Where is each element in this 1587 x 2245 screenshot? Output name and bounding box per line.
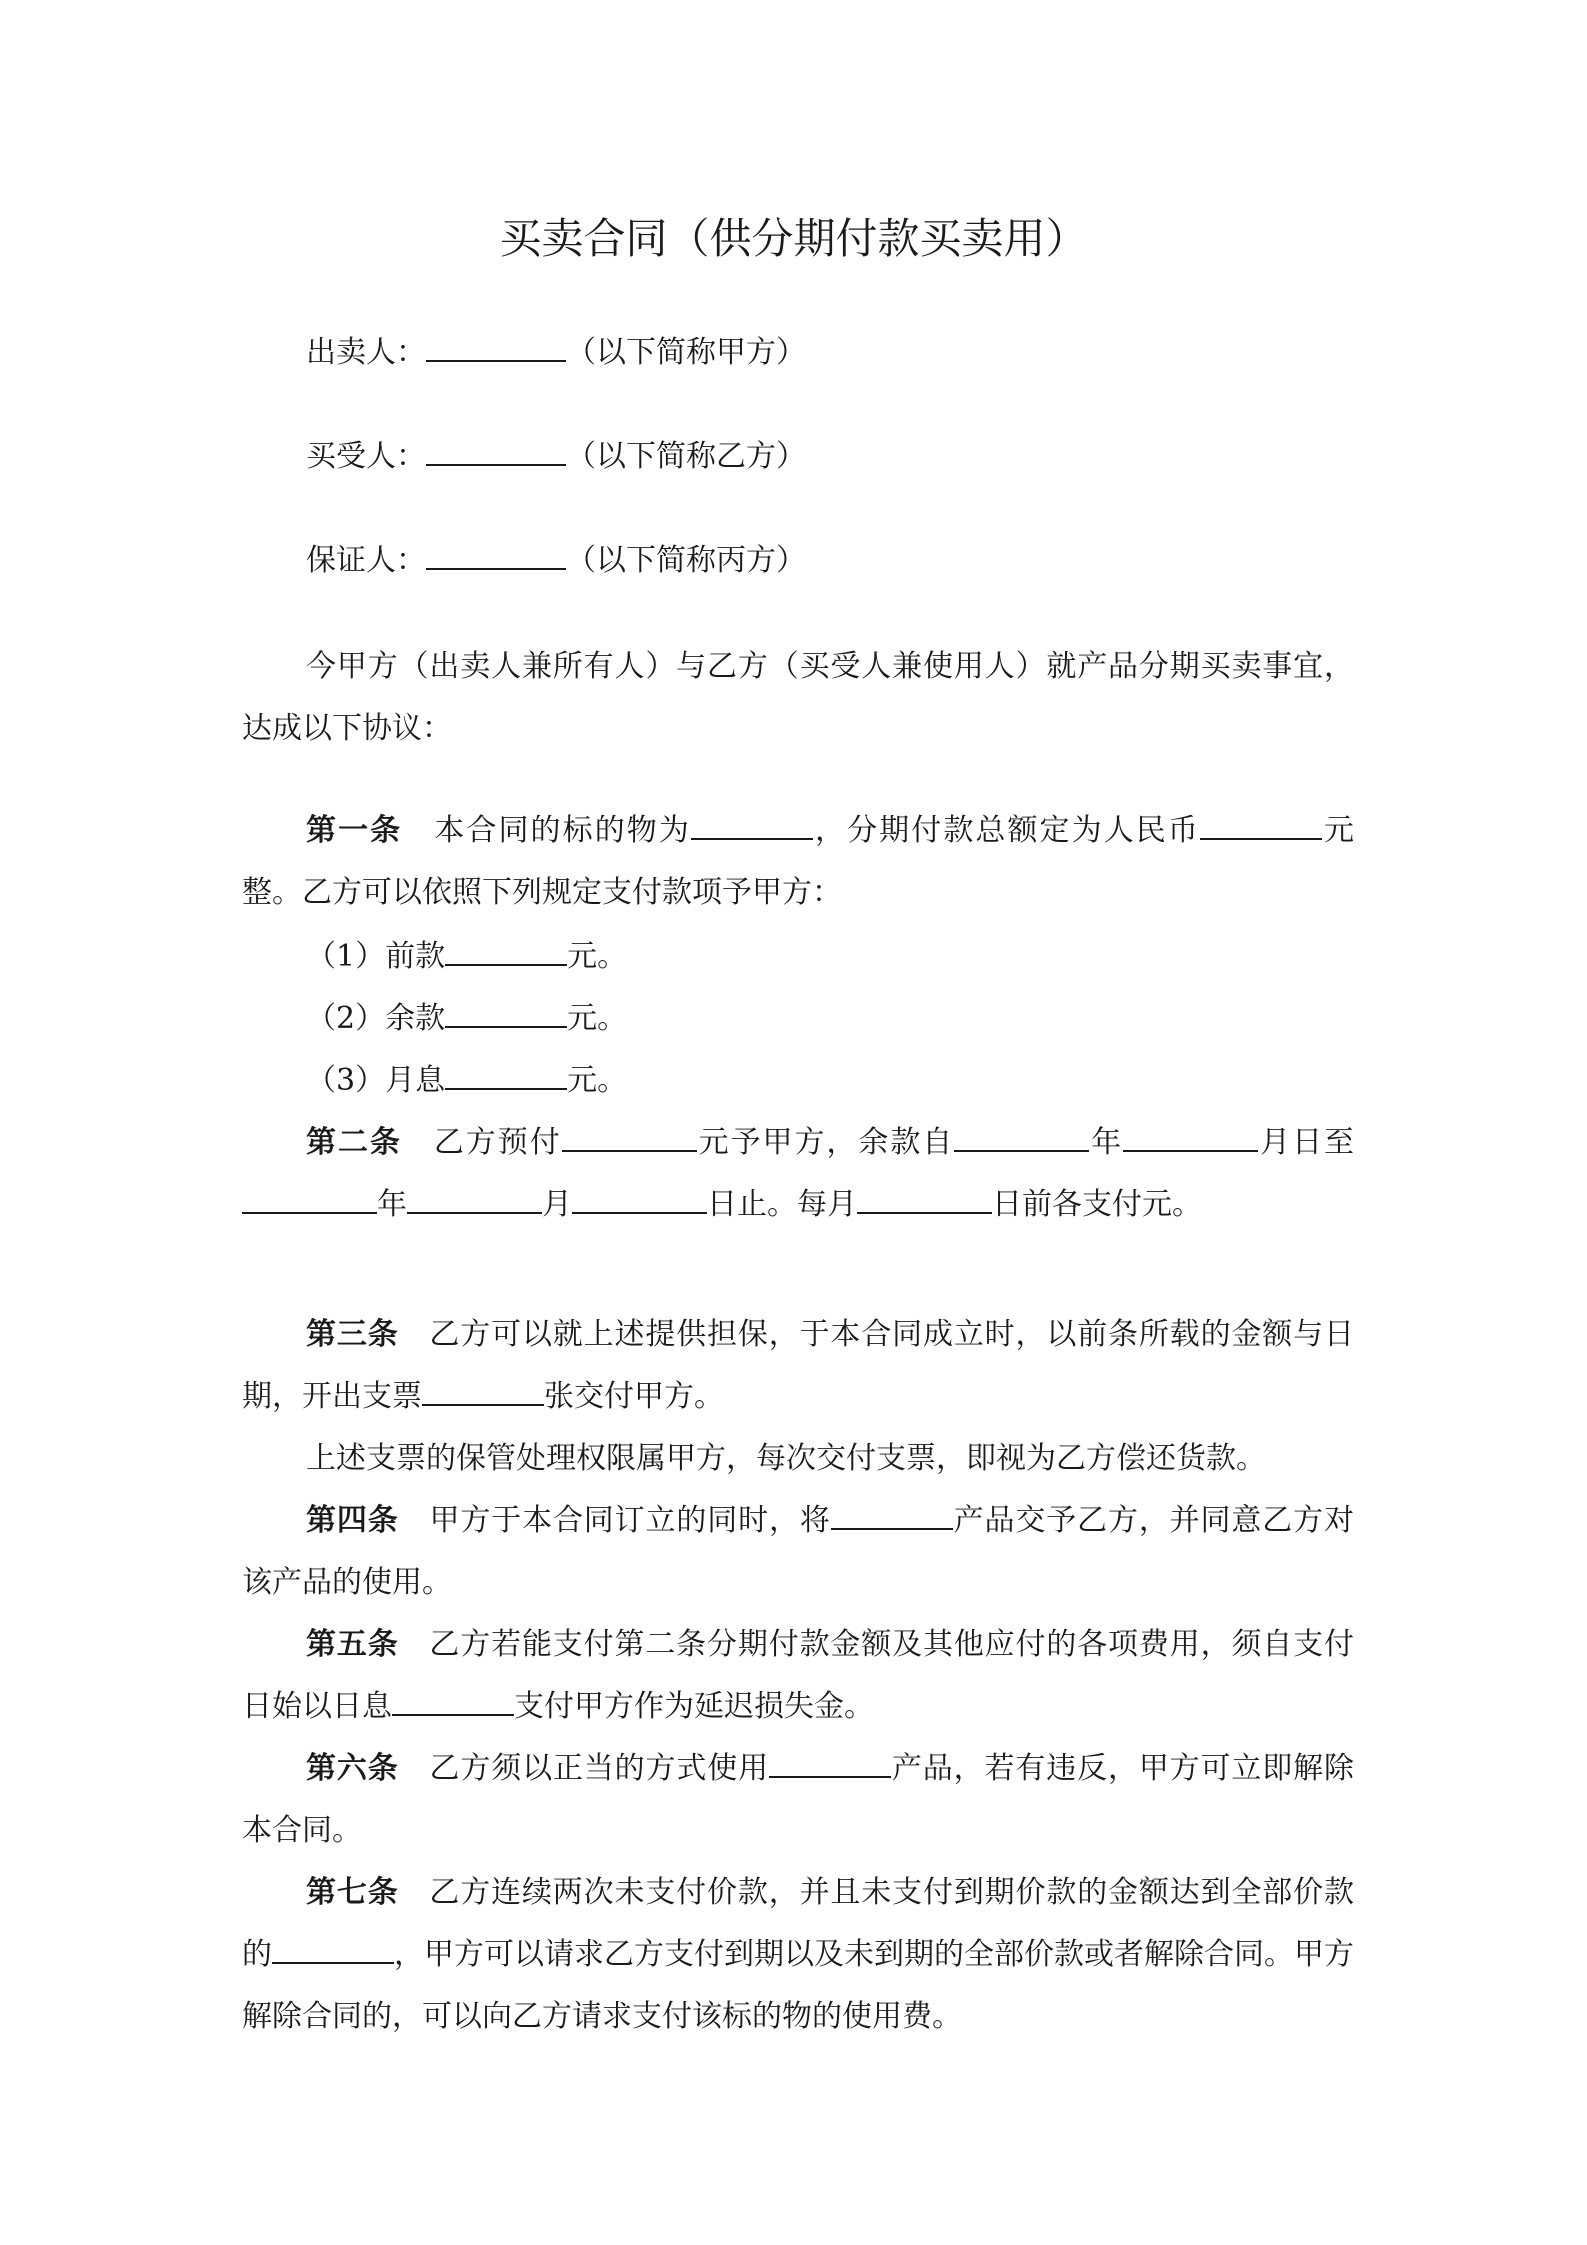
product-blank [769, 1754, 891, 1778]
payment-item-blank [445, 1066, 567, 1090]
article-6-text: 产品，若有违反，甲方可立即解除本合同。 [242, 1751, 1355, 1848]
buyer-blank [426, 442, 566, 466]
article-5-heading: 第五条 [306, 1627, 399, 1662]
article-5 [242, 1614, 1354, 1738]
buyer-label: 买受人： [306, 439, 426, 474]
article-3-text: 张交付甲方。 [544, 1379, 724, 1414]
payment-item-blank [445, 1004, 567, 1028]
article-2 [242, 1112, 1354, 1236]
article-1 [242, 800, 1354, 924]
guarantor-line [242, 530, 1354, 592]
article-2-text: 日至 [1292, 1125, 1355, 1160]
date-blank [954, 1128, 1089, 1152]
seller-blank [426, 338, 566, 362]
cheque-count-blank [422, 1382, 544, 1406]
article-2-text: 月 [542, 1187, 572, 1222]
buyer-note: （以下简称乙方） [566, 439, 806, 474]
article-6-text: 乙方须以正当的方式使用 [428, 1751, 770, 1786]
payment-item-label: （3）月息 [306, 1063, 446, 1098]
document-title: 买卖合同（供分期付款买卖用） [499, 214, 1088, 263]
article-2-text: 元予甲方，余款自 [696, 1125, 955, 1160]
payment-item-unit: 元。 [567, 1001, 628, 1036]
article-6 [242, 1738, 1354, 1862]
proportion-blank [272, 1940, 394, 1964]
article-5-text: 支付甲方作为延迟损失金。 [514, 1689, 874, 1724]
article-7-heading: 第七条 [306, 1875, 399, 1910]
date-blank [1123, 1128, 1258, 1152]
payment-item-label: （2）余款 [306, 1001, 446, 1036]
article-5-text: 乙方若能支付第二条分期付款金额及其他应付的各项费用，须自支付日始以日息 [242, 1627, 1355, 1724]
article-4-text: 产品交予乙方，并同意乙方对该产品的使用。 [242, 1503, 1355, 1600]
article-7-text: ，甲方可以请求乙方支付到期以及未到期的全部价款或者解除合同。甲方解除合同的，可以向乙方请求支付该标的物的使用费。 [242, 1937, 1354, 2034]
buyer-line [242, 426, 1354, 488]
payment-item [242, 1050, 1354, 1112]
payment-item [242, 926, 1354, 988]
article-2-text: 乙方预付 [431, 1125, 562, 1160]
prepay-blank [562, 1128, 697, 1152]
payment-item-label: （1）前款 [306, 939, 446, 974]
payment-item-blank [445, 942, 567, 966]
subject-blank [691, 816, 813, 840]
seller-line [242, 322, 1354, 384]
article-2-heading: 第二条 [306, 1125, 402, 1160]
guarantor-blank [426, 546, 566, 570]
guarantor-note: （以下简称丙方） [566, 543, 806, 578]
total-amount-blank [1200, 816, 1322, 840]
date-blank [407, 1190, 542, 1214]
article-3-paragraph-2: 上述支票的保管处理权限属甲方，每次交付支票，即视为乙方偿还货款。 [306, 1441, 1266, 1476]
article-2-text: 日前各支付 [992, 1187, 1142, 1222]
product-blank [831, 1506, 953, 1530]
date-blank [857, 1190, 992, 1214]
article-2-text: 年 [377, 1187, 407, 1222]
payment-item-unit: 元。 [567, 1063, 628, 1098]
date-blank [572, 1190, 707, 1214]
article-2-text: 月 [1258, 1125, 1293, 1160]
article-2-text: 年 [1089, 1125, 1124, 1160]
daily-interest-blank [392, 1692, 514, 1716]
article-1-text-3: 元整。乙方可以依照下列规定支付款项予甲方： [242, 813, 1355, 910]
article-4-heading: 第四条 [306, 1503, 399, 1538]
article-2-text: 元。 [1142, 1187, 1202, 1222]
article-7 [242, 1862, 1354, 2048]
article-1-heading: 第一条 [306, 813, 403, 848]
article-3-heading: 第三条 [306, 1317, 399, 1352]
guarantor-label: 保证人： [306, 543, 426, 578]
article-4-text: 甲方于本合同订立的同时，将 [428, 1503, 831, 1538]
article-6-heading: 第六条 [306, 1751, 399, 1786]
article-3-text: 乙方可以就上述提供担保，于本合同成立时，以前条所载的金额与日期，开出支票 [242, 1317, 1355, 1414]
article-2-text: 日止。每月 [707, 1187, 857, 1222]
seller-label: 出卖人： [306, 335, 426, 370]
article-1-text-2: ，分期付款总额定为人民币 [812, 813, 1200, 848]
seller-note: （以下简称甲方） [566, 335, 806, 370]
intro-paragraph: 今甲方（出卖人兼所有人）与乙方（买受人兼使用人）就产品分期买卖事宜，达成以下协议： [242, 649, 1354, 746]
article-4 [242, 1490, 1354, 1614]
article-1-text-1: 本合同的标的物为 [432, 813, 691, 848]
payment-item-unit: 元。 [567, 939, 628, 974]
article-3 [242, 1304, 1354, 1428]
article-7-text: 乙方连续两次未支付价款，并且未支付到期价款的金额达到全部价款的 [242, 1875, 1355, 1972]
date-blank [242, 1190, 377, 1214]
payment-item [242, 988, 1354, 1050]
